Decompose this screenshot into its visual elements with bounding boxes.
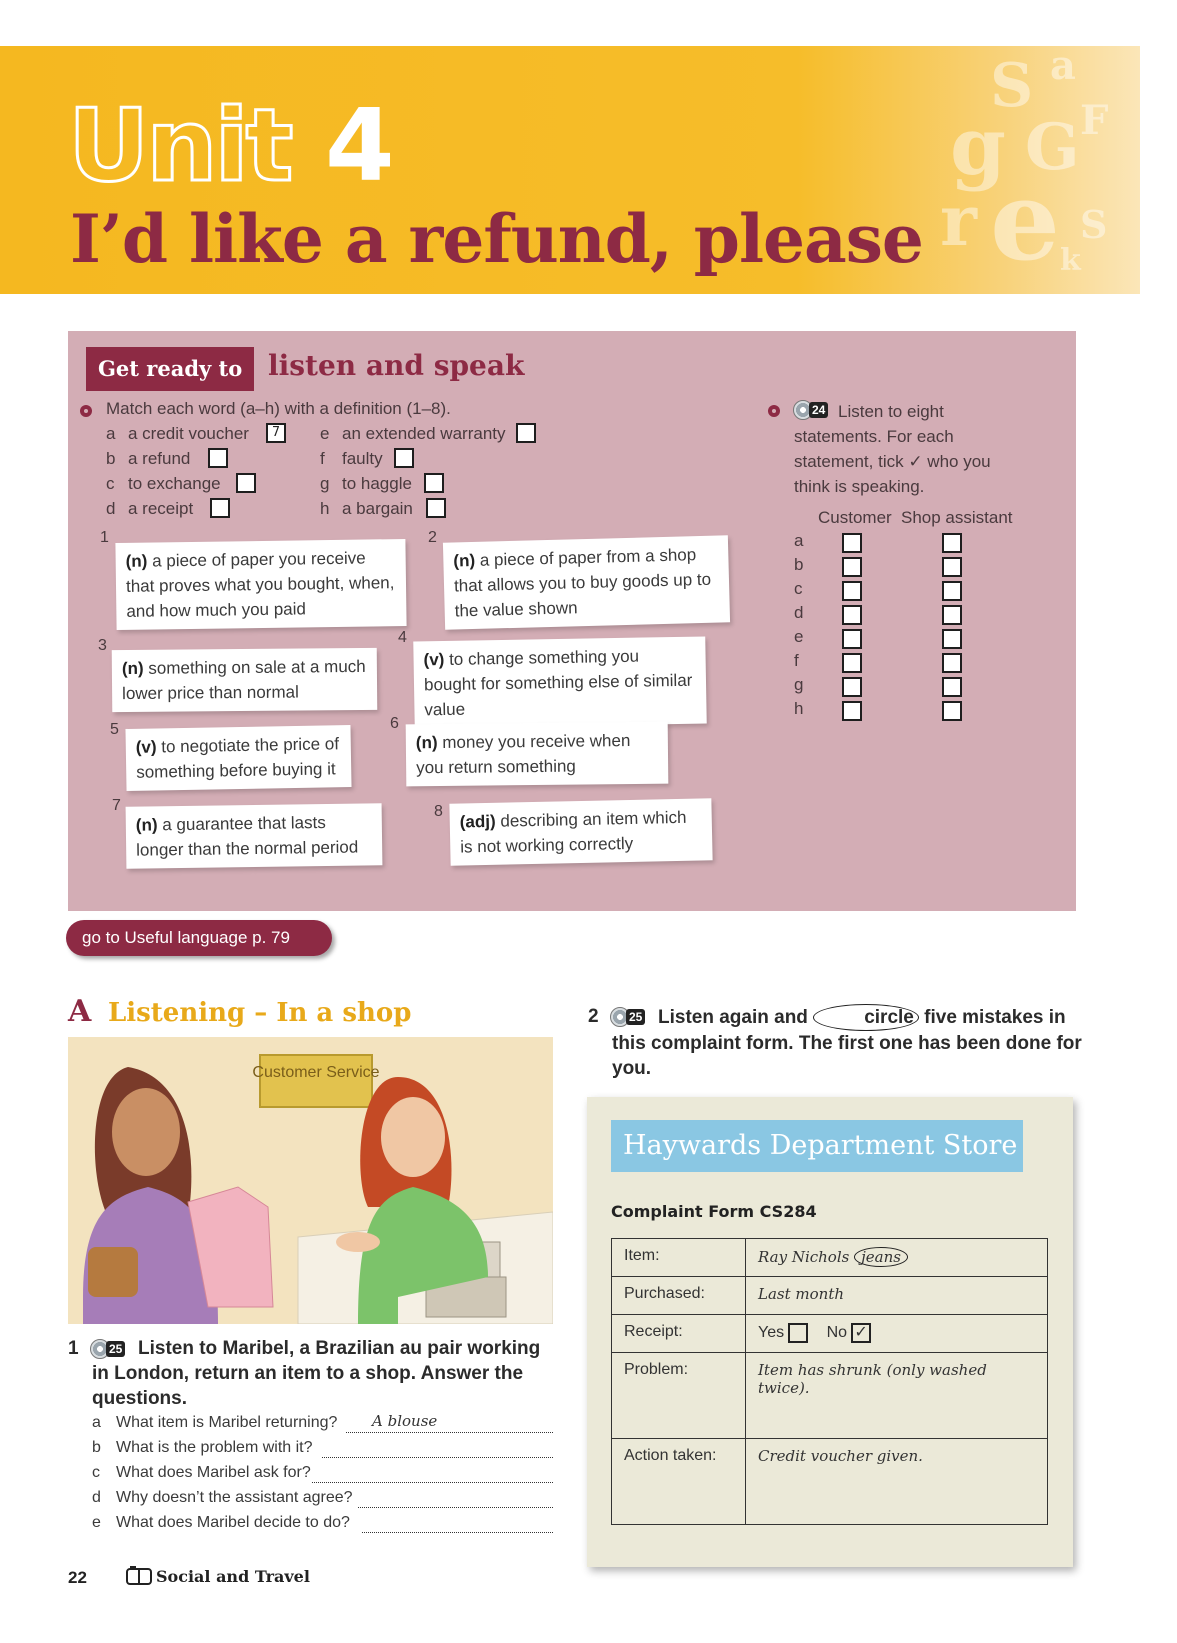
- unit-label: Unit: [68, 87, 291, 204]
- unit-banner: [0, 46, 1140, 294]
- bullet-icon: [768, 405, 780, 417]
- word-item: a credit voucher: [128, 424, 249, 443]
- item-label: Item:: [612, 1239, 746, 1277]
- q1-instruction: Listen to Maribel, a Brazilian au pair working in London, return an item to a shop. Answer the questions.: [92, 1338, 541, 1409]
- tick-row-letter: a: [794, 531, 804, 550]
- answer-text: A blouse: [372, 1412, 438, 1430]
- word-letter: a: [106, 424, 116, 443]
- definition-text: describing an item which is not working correctly: [460, 807, 687, 857]
- receipt-yes-checkbox[interactable]: [788, 1323, 808, 1343]
- item-brand: Ray Nichols: [758, 1248, 850, 1266]
- book-title: Social and Travel: [156, 1567, 310, 1586]
- word-item: to haggle: [342, 474, 412, 493]
- definition-pos: (n): [125, 551, 148, 571]
- q2-circled-word: circle: [813, 1004, 919, 1031]
- definition-text: to change something you bought for something else of similar value: [423, 646, 693, 720]
- form-title: Complaint Form CS284: [611, 1202, 817, 1221]
- shop-illustration: [68, 1037, 553, 1324]
- complaint-form-card: [587, 1097, 1073, 1567]
- item-value[interactable]: [746, 1239, 1048, 1277]
- shop-assistant-checkbox[interactable]: [942, 533, 962, 553]
- customer-checkbox[interactable]: [842, 605, 862, 625]
- definition-number: 5: [110, 721, 119, 738]
- purchased-value[interactable]: Last month: [746, 1277, 1048, 1315]
- word-letter: b: [106, 449, 116, 468]
- tick-row-letter: h: [794, 699, 804, 718]
- definition-card: [413, 636, 706, 728]
- definition-number: 7: [112, 797, 121, 814]
- tick-row-letter: b: [794, 555, 804, 574]
- answer-box[interactable]: [426, 498, 446, 518]
- definition-number: 8: [434, 803, 443, 820]
- track-number: 25: [626, 1009, 645, 1025]
- sign-text: Customer Service: [252, 1064, 380, 1081]
- circled-mistake[interactable]: jeans: [854, 1247, 908, 1267]
- question-letter: b: [92, 1439, 101, 1456]
- word-item: a receipt: [128, 499, 194, 518]
- section-letter: A: [68, 994, 92, 1029]
- shop-assistant-checkbox[interactable]: [942, 677, 962, 697]
- definition-card: [112, 648, 378, 712]
- word-letter: g: [320, 474, 330, 493]
- word-item: to exchange: [128, 474, 221, 493]
- definition-pos: (n): [121, 658, 144, 679]
- definition-pos: (n): [453, 550, 476, 571]
- q2-number: 2: [588, 1006, 599, 1027]
- shop-assistant-checkbox[interactable]: [942, 629, 962, 649]
- get-ready-tag: Get ready to: [86, 347, 254, 391]
- definition-card: [126, 803, 383, 869]
- answer-box[interactable]: [236, 473, 256, 493]
- track-number: 25: [106, 1341, 125, 1357]
- shop-assistant-checkbox[interactable]: [942, 701, 962, 721]
- word-letter: h: [320, 499, 330, 518]
- receipt-label: Receipt:: [612, 1315, 746, 1353]
- shop-assistant-checkbox[interactable]: [942, 653, 962, 673]
- get-ready-panel: [68, 331, 1076, 911]
- definition-number: 4: [398, 629, 407, 646]
- question-text: What is the problem with it?: [116, 1439, 313, 1456]
- definition-card: [443, 535, 730, 629]
- definition-pos: (v): [135, 737, 157, 757]
- useful-language-link[interactable]: go to Useful language p. 79: [66, 920, 332, 956]
- shop-assistant-checkbox[interactable]: [942, 581, 962, 601]
- shop-assistant-checkbox[interactable]: [942, 557, 962, 577]
- answer-box[interactable]: [516, 423, 536, 443]
- column-customer: Customer: [818, 508, 892, 527]
- tick-row-letter: g: [794, 675, 804, 694]
- receipt-no-label: No: [826, 1324, 848, 1342]
- q2-instruction: [612, 1004, 1082, 1081]
- unit-title: I’d like a refund, please: [70, 200, 923, 278]
- word-item: a bargain: [342, 499, 413, 518]
- word-letter: d: [106, 499, 116, 518]
- question-text: What does Maribel ask for?: [116, 1464, 311, 1481]
- store-name: Haywards Department Store: [611, 1120, 1023, 1172]
- complaint-form-table: [611, 1238, 1048, 1525]
- word-letter: f: [320, 449, 325, 468]
- q2-instruction-end: five mistakes in this complaint form. The first one has been done for you.: [612, 1007, 1082, 1079]
- customer-checkbox[interactable]: [842, 581, 862, 601]
- problem-value[interactable]: Item has shrunk (only washed twice).: [746, 1353, 1048, 1439]
- customer-checkbox[interactable]: [842, 677, 862, 697]
- customer-checkbox[interactable]: [842, 629, 862, 649]
- definition-number: 6: [390, 715, 399, 732]
- answer-box[interactable]: 7: [266, 423, 286, 443]
- customer-checkbox[interactable]: [842, 653, 862, 673]
- tick-row-letter: d: [794, 603, 804, 622]
- word-item: an extended warranty: [342, 424, 506, 443]
- definition-pos: (adj): [459, 811, 496, 832]
- question-letter: e: [92, 1514, 101, 1531]
- answer-box[interactable]: [208, 448, 228, 468]
- answer-line[interactable]: [312, 1467, 553, 1483]
- definition-card: [125, 725, 351, 791]
- ex2-instruction: Listen to eight statements. For each statement, tick ✓ who you think is speaking.: [794, 402, 991, 496]
- word-item: a refund: [128, 449, 191, 468]
- answer-box[interactable]: [394, 448, 414, 468]
- definition-pos: (n): [135, 815, 158, 835]
- question-text: What does Maribel decide to do?: [116, 1514, 350, 1531]
- track-number: 24: [809, 402, 828, 418]
- answer-line[interactable]: [362, 1517, 553, 1533]
- bullet-icon: [80, 405, 92, 417]
- question-text: Why doesn’t the assistant agree?: [116, 1489, 353, 1506]
- action-label: Action taken:: [612, 1439, 746, 1525]
- word-item: faulty: [342, 449, 383, 468]
- definition-number: 1: [100, 529, 109, 546]
- receipt-options: [746, 1315, 1048, 1353]
- question-letter: d: [92, 1489, 101, 1506]
- book-icon: [126, 1566, 152, 1586]
- action-value[interactable]: Credit voucher given.: [746, 1439, 1048, 1525]
- section-title: Listening – In a shop: [108, 998, 412, 1028]
- definition-card: [115, 539, 406, 630]
- definition-pos: (n): [415, 733, 438, 753]
- definition-text: something on sale at a much lower price than normal: [122, 656, 366, 704]
- answer-box[interactable]: [210, 498, 230, 518]
- get-ready-heading: listen and speak: [268, 349, 525, 382]
- q1-number: 1: [68, 1338, 79, 1359]
- unit-number: 4: [325, 87, 395, 204]
- definition-text: a piece of paper from a shop that allows you to buy goods up to the value shown: [453, 545, 712, 621]
- receipt-yes-label: Yes: [758, 1324, 785, 1342]
- page-number: 22: [68, 1568, 87, 1587]
- receipt-no-checkbox[interactable]: ✓: [851, 1323, 871, 1343]
- problem-label: Problem:: [612, 1353, 746, 1439]
- definition-text: a guarantee that lasts longer than the normal period: [136, 812, 359, 860]
- customer-checkbox[interactable]: [842, 701, 862, 721]
- tick-row-letter: c: [794, 579, 803, 598]
- question-letter: a: [92, 1414, 101, 1431]
- definition-text: money you receive when you return something: [416, 731, 631, 778]
- definition-card: [406, 722, 669, 787]
- definition-number: 2: [428, 529, 437, 546]
- word-letter: e: [320, 424, 330, 443]
- answer-line[interactable]: [322, 1442, 553, 1458]
- question-letter: c: [92, 1464, 100, 1481]
- question-text: What item is Maribel returning?: [116, 1414, 338, 1431]
- tick-row-letter: f: [794, 651, 799, 670]
- definition-card: [449, 798, 712, 865]
- shop-assistant-checkbox[interactable]: [942, 605, 962, 625]
- definition-number: 3: [98, 637, 107, 654]
- tick-row-letter: e: [794, 627, 804, 646]
- decorative-letters: S a g G F r e S k: [940, 46, 1109, 285]
- word-letter: c: [106, 474, 115, 493]
- customer-checkbox[interactable]: [842, 533, 862, 553]
- definition-pos: (v): [423, 650, 445, 670]
- column-shop-assistant: Shop assistant: [901, 508, 1013, 527]
- definition-text: a piece of paper you receive that proves what you bought, when, and how much you paid: [125, 548, 395, 621]
- q2-instruction-start: Listen again and: [658, 1007, 808, 1028]
- purchased-label: Purchased:: [612, 1277, 746, 1315]
- answer-box[interactable]: [424, 473, 444, 493]
- answer-line[interactable]: [358, 1492, 553, 1508]
- customer-checkbox[interactable]: [842, 557, 862, 577]
- definition-text: to negotiate the price of something before buying it: [136, 734, 340, 782]
- ex1-instruction: Match each word (a–h) with a definition (1–8).: [106, 399, 451, 418]
